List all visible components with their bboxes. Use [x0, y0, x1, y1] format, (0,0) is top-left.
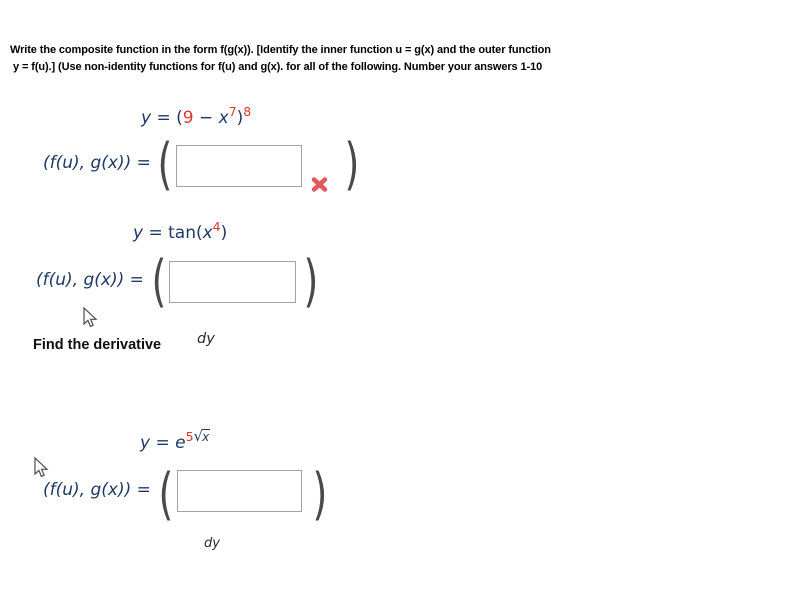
incorrect-x-icon — [310, 176, 329, 198]
eq3-radicand: x — [202, 430, 210, 444]
eq1-minus: − — [193, 108, 219, 128]
eq2-x: x — [202, 223, 213, 243]
equation-2 — [133, 219, 228, 243]
derivative-section-clipped — [33, 330, 273, 352]
answer-input-2[interactable] — [169, 261, 296, 303]
answer-label-2: (f(u), g(x)) = — [36, 270, 144, 290]
eq2-exponent: 4 — [212, 219, 221, 234]
answer-input-3[interactable] — [177, 470, 302, 512]
instructions-line-1: Write the composite function in the form f(g(x)). [Identify the inner function u = g(x) and the outer function — [10, 44, 551, 56]
answer-label-3: (f(u), g(x)) = — [43, 480, 151, 500]
eq1-x: x — [218, 108, 229, 128]
equation-1 — [141, 104, 252, 128]
answer-input-1[interactable] — [176, 145, 302, 187]
eq2-y: y — [133, 223, 144, 243]
eq3-exponent-coefficient: 5 — [185, 429, 194, 444]
eq1-close-paren: ) — [236, 108, 244, 128]
close-paren-2: ) — [303, 249, 319, 314]
open-paren-1: ( — [157, 132, 173, 197]
answer-label-1: (f(u), g(x)) = — [43, 153, 151, 173]
eq2-close-paren: ) — [220, 223, 228, 243]
eq3-equals: = — [150, 433, 176, 453]
derivative-dy: dy — [197, 331, 215, 347]
eq2-equals-tan: = tan( — [143, 223, 203, 243]
eq3-y: y — [140, 433, 151, 453]
close-paren-3: ) — [312, 462, 328, 527]
eq3-radical-sign: √ — [193, 427, 204, 445]
derivative-prompt: Find the derivative — [33, 337, 162, 353]
eq1-constant: 9 — [182, 108, 194, 128]
eq1-equals-open: = ( — [151, 108, 183, 128]
close-paren-1: ) — [344, 132, 360, 197]
instructions-line-2: y = f(u).] (Use non-identity functions for f(u) and g(x). for all of the following. Number your answers 1-10 — [13, 61, 543, 73]
eq1-outer-exponent: 8 — [243, 104, 252, 119]
equation-3 — [140, 427, 210, 453]
open-paren-3: ( — [158, 462, 174, 527]
bottom-fragment-text: dy — [204, 536, 220, 551]
open-paren-2: ( — [151, 249, 167, 314]
eq3-e: e — [175, 433, 186, 453]
eq1-inner-exponent: 7 — [228, 104, 237, 119]
eq1-y: y — [141, 108, 152, 128]
bottom-clipped-fragment — [204, 536, 244, 551]
